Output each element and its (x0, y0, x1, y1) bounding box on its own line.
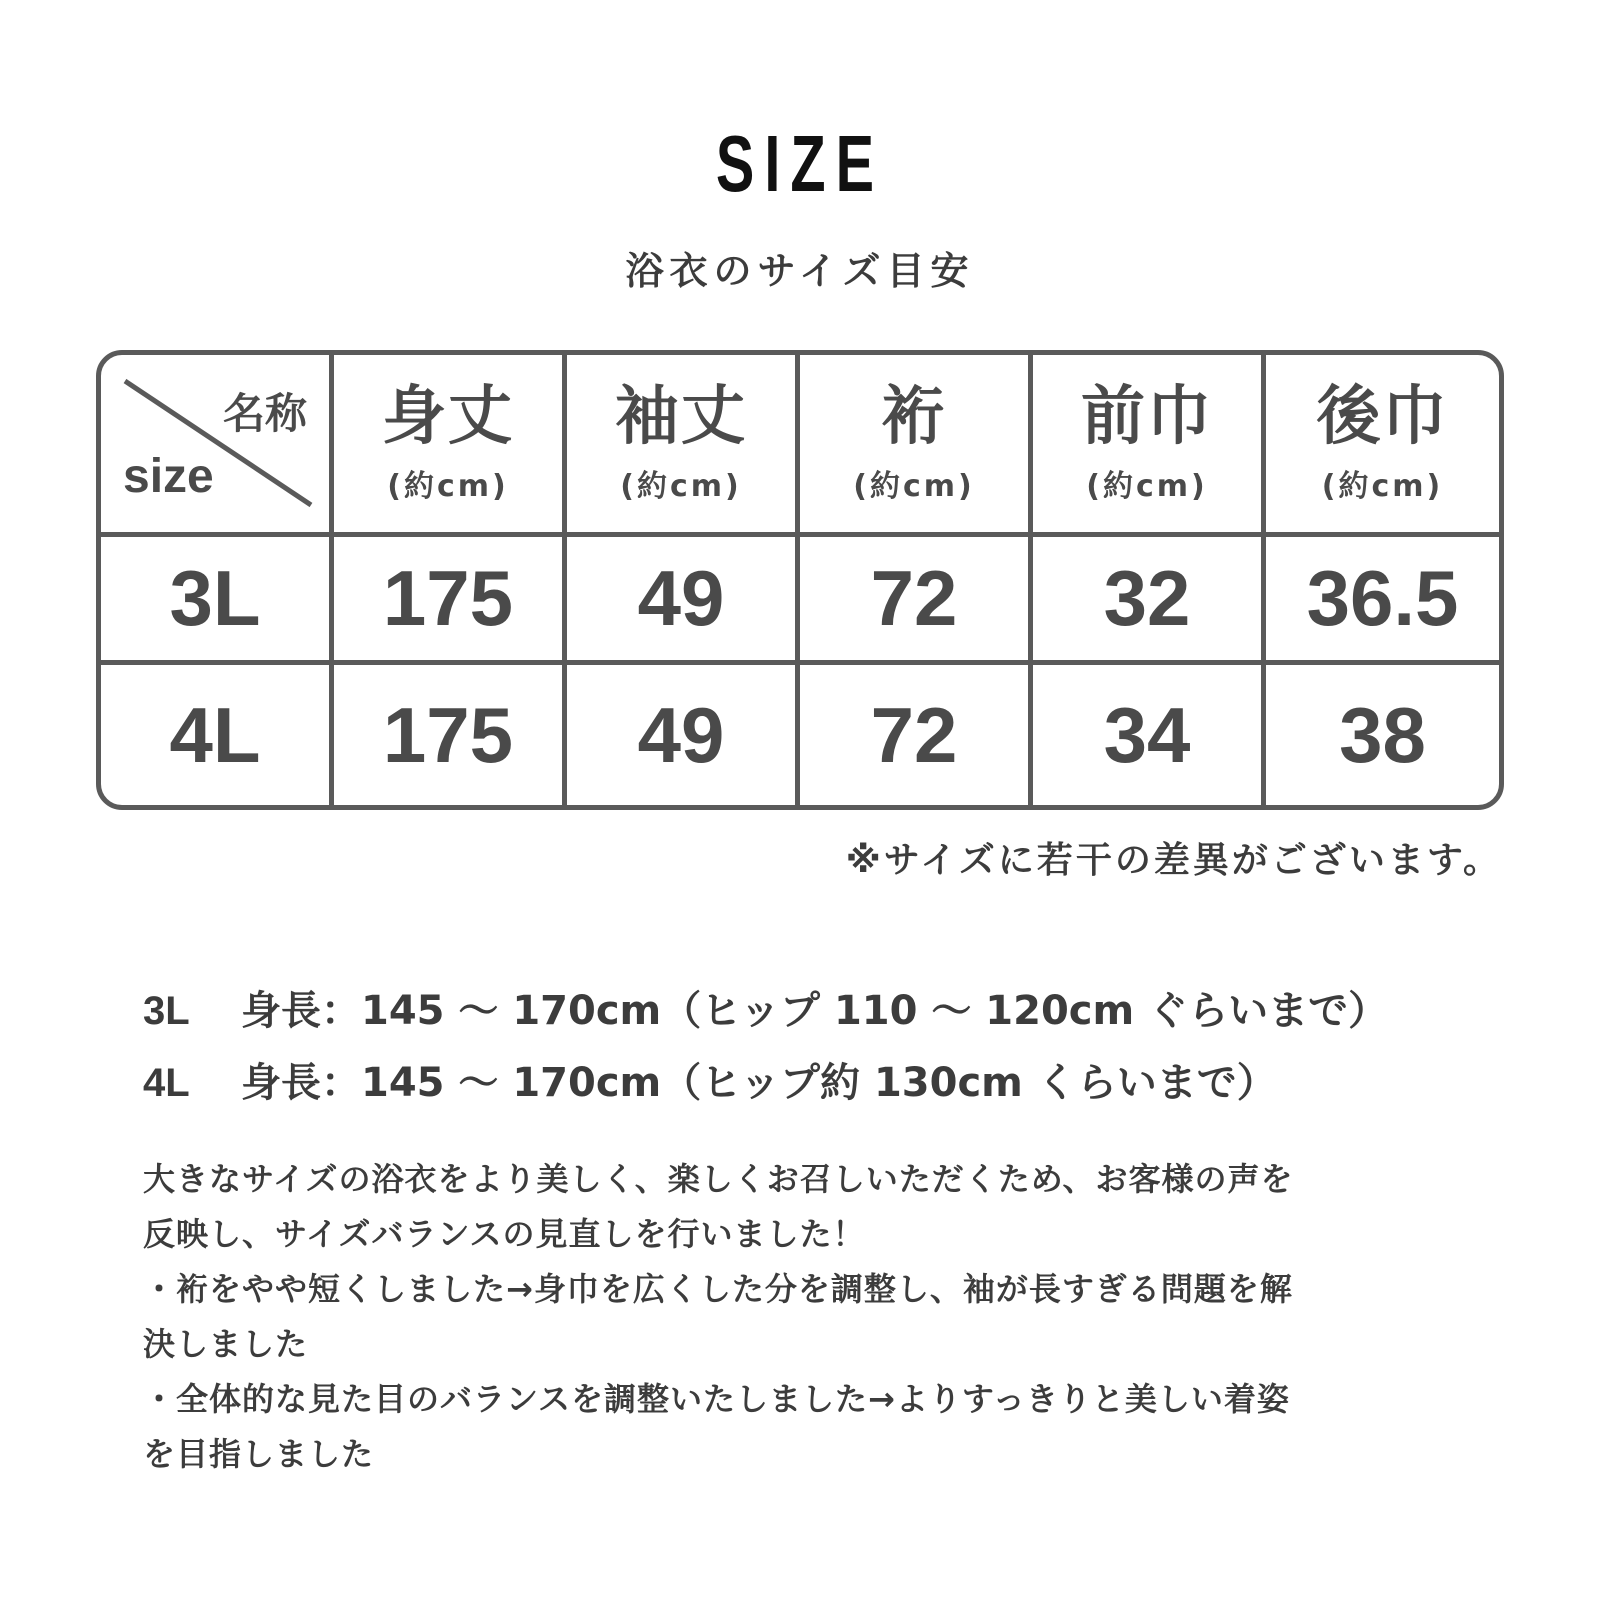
row-size-cell (101, 537, 334, 665)
corner-header-cell (101, 355, 334, 537)
header-cell-sodetake (567, 355, 800, 537)
header-cell-maehaba (1033, 355, 1266, 537)
range-size-label: 3L (143, 989, 190, 1033)
cell-value: 72 (870, 554, 958, 642)
cell-value: 34 (1103, 690, 1191, 779)
header-label: 袖丈 (615, 380, 747, 455)
header-unit: (約cm) (853, 468, 975, 504)
table-cell (567, 665, 800, 805)
row-size-label: 3L (169, 554, 261, 642)
table-cell (1033, 665, 1266, 805)
cell-value: 32 (1103, 554, 1191, 642)
row-size-cell (101, 665, 334, 805)
header-cell-mitake (334, 355, 567, 537)
cell-value: 36.5 (1306, 554, 1459, 642)
cell-value: 49 (637, 554, 725, 642)
header-cell-yuki (800, 355, 1033, 537)
size-table (96, 350, 1504, 810)
description-line: 決しました (143, 1325, 309, 1363)
header-label: 身丈 (382, 380, 514, 455)
range-text: 身長：145 〜 170cm（ヒップ 110 〜 120cm ぐらいまで） (241, 988, 1389, 1034)
table-cell (334, 665, 567, 805)
page-subtitle: 浴衣のサイズ目安 (625, 249, 975, 293)
range-line-3l (143, 975, 1523, 1047)
row-size-label: 4L (169, 690, 261, 779)
cell-value: 49 (637, 690, 725, 779)
table-cell (334, 537, 567, 665)
header-label: 裄 (881, 380, 947, 455)
table-cell (1266, 665, 1499, 805)
corner-name-label: 名称 (222, 389, 307, 438)
header-unit: (約cm) (1086, 468, 1208, 504)
description-line: 反映し、サイズバランスの見直しを行いました！ (143, 1215, 866, 1253)
table-cell (1033, 537, 1266, 665)
cell-value: 38 (1339, 690, 1426, 779)
header-cell-ushirohaba (1266, 355, 1499, 537)
cell-value: 175 (382, 554, 514, 642)
header-unit: (約cm) (1321, 468, 1444, 504)
table-cell (567, 537, 800, 665)
range-size-label: 4L (143, 1061, 190, 1105)
header-unit: (約cm) (620, 468, 742, 504)
range-text: 身長：145 〜 170cm（ヒップ約 130cm くらいまで） (241, 1060, 1277, 1106)
cell-value: 175 (382, 690, 514, 779)
description-block (143, 1152, 1443, 1482)
page-title: SIZE (715, 119, 885, 208)
description-line: を目指しました (143, 1435, 375, 1473)
corner-size-label: size (123, 450, 214, 503)
range-line-4l (143, 1047, 1523, 1119)
description-line: ・裄をやや短くしました→身巾を広くした分を調整し、袖が長すぎる問題を解 (143, 1270, 1293, 1308)
description-line: 大きなサイズの浴衣をより美しく、楽しくお召しいただくため、お客様の声を (143, 1160, 1294, 1198)
description-line: ・全体的な見た目のバランスを調整いたしました→よりすっきりと美しい着姿 (143, 1380, 1290, 1418)
table-cell (800, 537, 1033, 665)
table-cell (800, 665, 1033, 805)
header-label: 前巾 (1081, 380, 1213, 455)
size-variance-note: ※サイズに若干の差異がございます。 (845, 840, 1502, 881)
header-unit: (約cm) (387, 468, 509, 504)
header-label: 後巾 (1316, 380, 1449, 455)
cell-value: 72 (870, 690, 958, 779)
table-cell (1266, 537, 1499, 665)
height-ranges (143, 975, 1523, 1119)
